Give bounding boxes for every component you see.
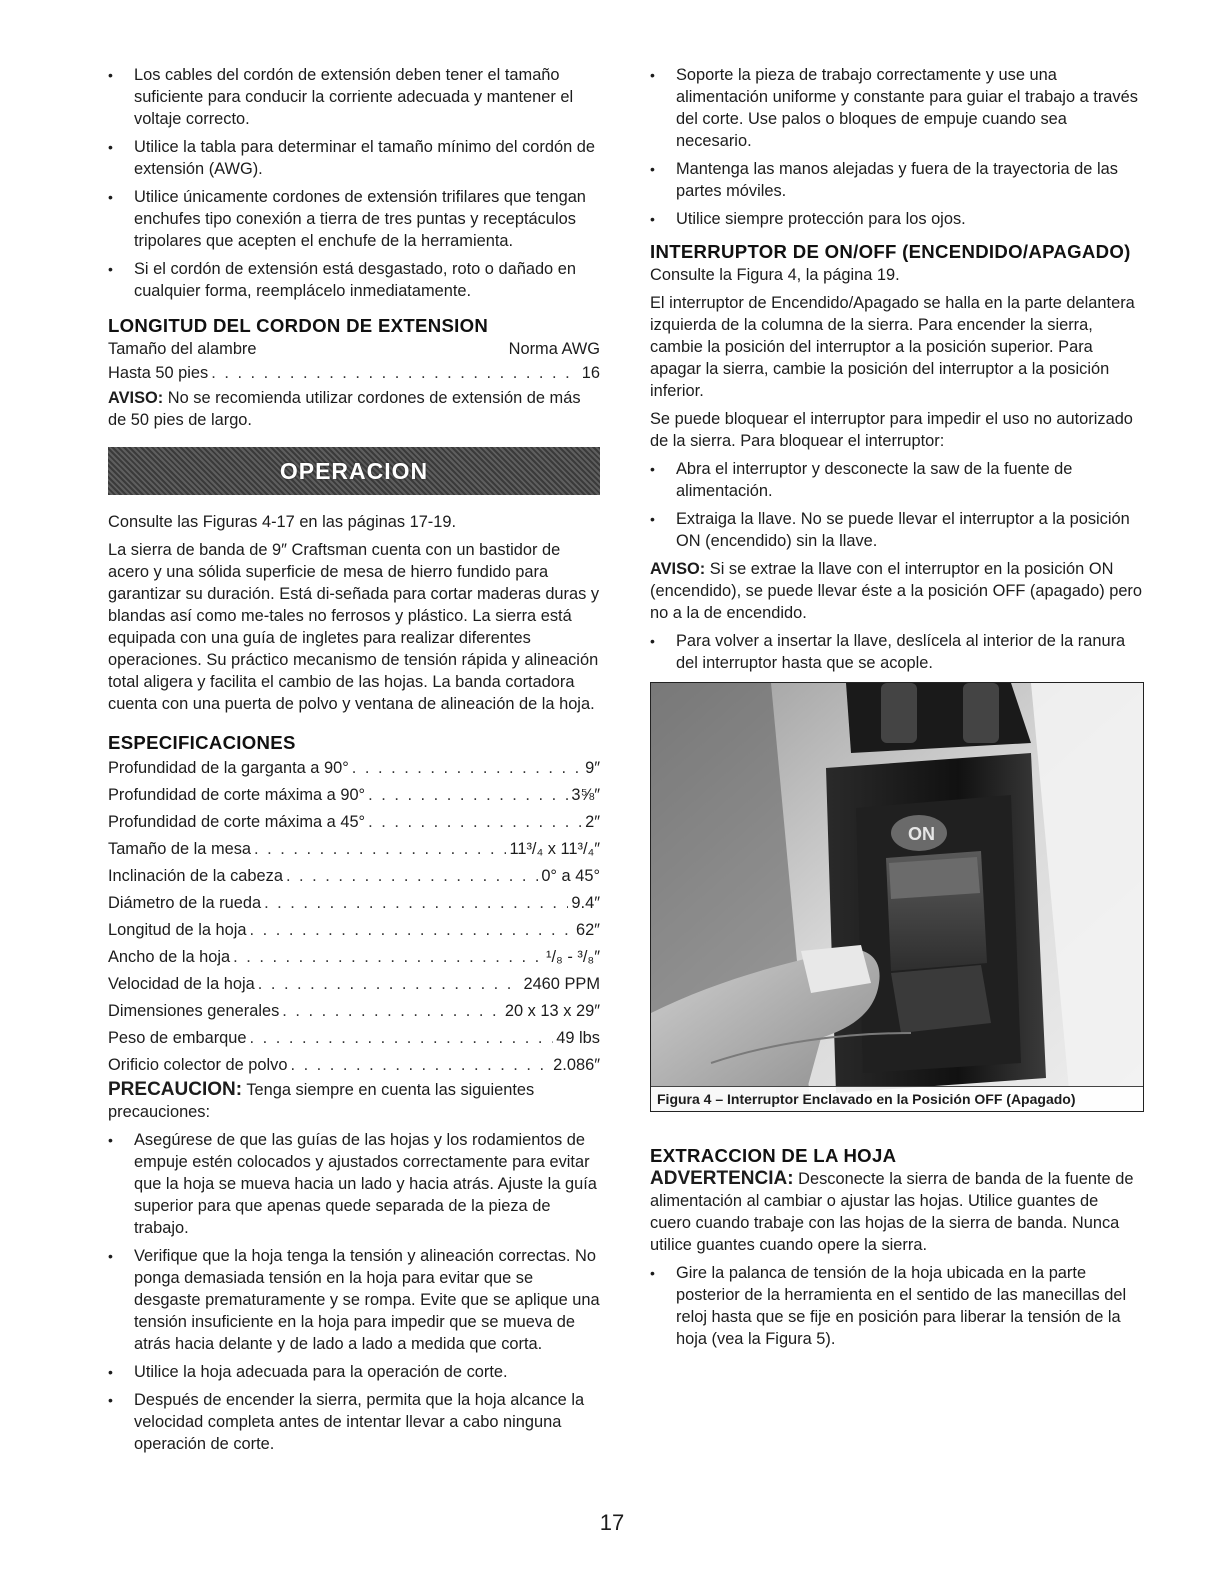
spec-row — [108, 917, 600, 944]
list-item: • Si el cordón de extensión está desgastado, roto o dañado en cualquier forma, reemplácelo inmediatamente. — [108, 258, 600, 302]
leader-dots — [290, 1052, 550, 1079]
list-item: • Utilice la tabla para determinar el tamaño mínimo del cordón de extensión (AWG). — [108, 136, 600, 180]
figure-4-switch-photo — [650, 682, 1144, 1112]
list-item: • Extraiga la llave. No se puede llevar el interruptor a la posición ON (encendido) sin la llave. — [650, 508, 1142, 552]
spec-row — [108, 863, 600, 890]
spec-value: 2″ — [585, 813, 600, 831]
spec-label: Tamaño de la mesa — [108, 840, 252, 858]
left-column — [108, 64, 600, 1461]
advertencia-text: Desconecte la sierra de banda de la fuente de alimentación al cambiar o ajustar las hojas. Utilice guantes de cuero cuando trabaje con las hojas de la sierra de banda. Nunca utilice guantes cuando opere la sierra. — [650, 1170, 1134, 1254]
spec-value: 9.4″ — [571, 894, 600, 912]
switch-lock-intro: Se puede bloquear el interruptor para impedir el uso no autorizado de la sierra. Para bloquear el interruptor: — [650, 410, 1133, 450]
leader-dots — [233, 944, 543, 971]
leader-dots — [258, 971, 521, 998]
banner-title: OPERACION — [279, 457, 429, 484]
precaucion-bullets — [108, 1129, 600, 1455]
leader-dots — [254, 836, 506, 863]
list-item: • Mantenga las manos alejadas y fuera de la trayectoria de las partes móviles. — [650, 158, 1142, 202]
spec-value: 2.086″ — [553, 1056, 600, 1074]
spec-label: Diámetro de la rueda — [108, 894, 262, 912]
leader-dots — [250, 917, 573, 944]
list-item: • Soporte la pieza de trabajo correctamente y use una alimentación uniforme y constante para guiar el trabajo a través del corte. Use palos o bloques de empuje cuando sea necesario. — [650, 64, 1142, 152]
spec-label: Peso de embarque — [108, 1029, 247, 1047]
spec-row — [108, 1025, 600, 1052]
cord-row-value: 16 — [581, 364, 600, 382]
switch-on-label: ON — [908, 824, 935, 844]
page-number: 17 — [599, 1510, 625, 1535]
specifications-heading: ESPECIFICACIONES — [108, 732, 296, 753]
leader-dots — [264, 890, 568, 917]
section-banner — [108, 447, 600, 495]
spec-value: 9″ — [585, 759, 600, 777]
switch-heading: INTERRUPTOR DE ON/OFF (ENCENDIDO/APAGADO) — [650, 241, 1131, 262]
spec-row — [108, 1052, 600, 1079]
spec-row — [108, 971, 600, 998]
right-column — [650, 64, 1142, 1356]
spec-value: 11³/₄ x 11³/₄″ — [509, 840, 600, 858]
cord-row-label: Hasta 50 pies — [108, 364, 209, 382]
spec-row — [108, 890, 600, 917]
aviso-text: Si se extrae la llave con el interruptor en la posición ON (encendido), se puede llevar éste a la posición OFF (apagado) pero no a la de encendido. — [650, 560, 1143, 622]
precaucion-paragraph — [108, 1079, 600, 1123]
list-item: • Asegúrese de que las guías de las hojas y los rodamientos de empuje estén colocados y ajustados correctamente para evitar que la hoja se mueva hacia un lado y hacia atrás. Ajuste la guía superior para que apenas quede separada de la pieza de trabajo. — [108, 1129, 600, 1239]
cord-table-row — [108, 360, 600, 387]
workpiece-bullets — [650, 64, 1142, 230]
leader-dots — [368, 809, 582, 836]
blade-bullets — [650, 1262, 1142, 1350]
list-item: • Gire la palanca de tensión de la hoja ubicada en la parte posterior de la herramienta en el sentido de las manecillas del reloj hasta que se fije en posición para liberar la tensión de la hoja (vea la Figura 5). — [650, 1262, 1142, 1350]
list-item: • Utilice únicamente cordones de extensión trifilares que tengan enchufes tipo conexión a tierra de tres puntas y receptáculos tripolares que acepten el enchufe de la herramienta. — [108, 186, 600, 252]
spec-label: Velocidad de la hoja — [108, 975, 255, 993]
switch-figure-reference: Consulte la Figura 4, la página 19. — [650, 266, 900, 284]
extension-cord-bullets — [108, 64, 600, 302]
list-item: • Utilice la hoja adecuada para la operación de corte. — [108, 1361, 600, 1383]
spec-row — [108, 755, 600, 782]
key-bullets — [650, 630, 1142, 674]
spec-value: 62″ — [575, 921, 600, 939]
spec-label: Orificio colector de polvo — [108, 1056, 288, 1074]
switch-aviso — [650, 558, 1142, 624]
spec-label: Longitud de la hoja — [108, 921, 247, 939]
figure-caption: Figura 4 – Interruptor Enclavado en la Posición OFF (Apagado) — [651, 1086, 1143, 1111]
spec-row — [108, 809, 600, 836]
leader-dots — [368, 782, 568, 809]
switch-description: El interruptor de Encendido/Apagado se halla en la parte delantera izquierda de la columna de la sierra. Para encender la sierra, cambie la posición del interruptor a la posición superior. Para apagar la sierra, cambie la posición del interruptor a la posición inferior. — [650, 294, 1135, 400]
spec-value: 3⅝″ — [571, 786, 600, 804]
spec-label: Inclinación de la cabeza — [108, 867, 283, 885]
list-item: • Para volver a insertar la llave, deslícela al interior de la ranura del interruptor hasta que se acople. — [650, 630, 1142, 674]
aviso-text: No se recomienda utilizar cordones de extensión de más de 50 pies de largo. — [108, 389, 581, 429]
spec-value: ¹/₈ - ³/₈″ — [546, 948, 600, 966]
cord-aviso — [108, 387, 600, 431]
spec-value: 20 x 13 x 29″ — [504, 1002, 600, 1020]
spec-row — [108, 944, 600, 971]
cord-col-wire-size: Tamaño del alambre — [108, 340, 257, 358]
switch-photo-illustration — [651, 683, 1143, 1111]
list-item: • Después de encender la sierra, permita que la hoja alcance la velocidad completa antes de intentar llevar a cabo ninguna operación de corte. — [108, 1389, 600, 1455]
precaucion-label: PRECAUCION: — [108, 1079, 243, 1100]
leader-dots — [352, 755, 582, 782]
aviso-label: AVISO: — [650, 560, 706, 578]
spec-value: 49 lbs — [556, 1029, 600, 1047]
blade-removal-heading: EXTRACCION DE LA HOJA — [650, 1145, 897, 1166]
spec-label: Profundidad de la garganta a 90° — [108, 759, 349, 777]
list-item: • Los cables del cordón de extensión deben tener el tamaño suficiente para conducir la corriente adecuada y mantener el voltaje correcto. — [108, 64, 600, 130]
leader-dots — [286, 863, 538, 890]
spec-value: 2460 PPM — [523, 975, 600, 993]
list-item: • Utilice siempre protección para los ojos. — [650, 208, 1142, 230]
spec-row — [108, 782, 600, 809]
aviso-label: AVISO: — [108, 389, 164, 407]
figures-reference: Consulte las Figuras 4-17 en las páginas 17-19. — [108, 513, 457, 531]
spec-value: 0° a 45° — [541, 867, 600, 885]
spec-label: Profundidad de corte máxima a 45° — [108, 813, 366, 831]
specifications-list — [108, 755, 600, 1079]
spec-label: Ancho de la hoja — [108, 948, 231, 966]
advertencia-label: ADVERTENCIA: — [650, 1168, 794, 1189]
spec-label: Dimensiones generales — [108, 1002, 280, 1020]
spec-row — [108, 998, 600, 1025]
cord-col-awg: Norma AWG — [508, 340, 600, 358]
spec-row — [108, 836, 600, 863]
leader-dots — [282, 998, 502, 1025]
leader-dots — [250, 1025, 554, 1052]
list-item: • Abra el interruptor y desconecte la saw de la fuente de alimentación. — [650, 458, 1142, 502]
precaucion-text: Tenga siempre en cuenta las siguientes precauciones: — [108, 1081, 535, 1121]
cord-length-heading: LONGITUD DEL CORDON DE EXTENSION — [108, 315, 489, 336]
leader-dots — [211, 360, 579, 387]
cord-table-header — [108, 338, 600, 360]
spec-label: Profundidad de corte máxima a 90° — [108, 786, 366, 804]
lock-bullets — [650, 458, 1142, 552]
advertencia-paragraph — [650, 1168, 1142, 1256]
saw-description: La sierra de banda de 9″ Craftsman cuenta con un bastidor de acero y una sólida superficie de mesa de hierro fundido para garantizar su duración. Está di-señada para cortar maderas duras y blandas así como me-tales no ferrosos y plástico. La sierra está equipada con una guía de ingletes para realizar diferentes operaciones. Su práctico mecanismo de tensión rápida y alineación total aligera y facilita el cambio de las hojas. La banda cortadora cuenta con una puerta de polvo y ventana de alineación de la hoja. — [108, 541, 600, 713]
list-item: • Verifique que la hoja tenga la tensión y alineación correctas. No ponga demasiada tensión en la hoja para evitar que se desgaste prematuramente y se rompa. Evite que se aplique una tensión insuficiente en la hoja para impedir que se mueva de atrás hacia delante y de lado a lado a medida que corta. — [108, 1245, 600, 1355]
